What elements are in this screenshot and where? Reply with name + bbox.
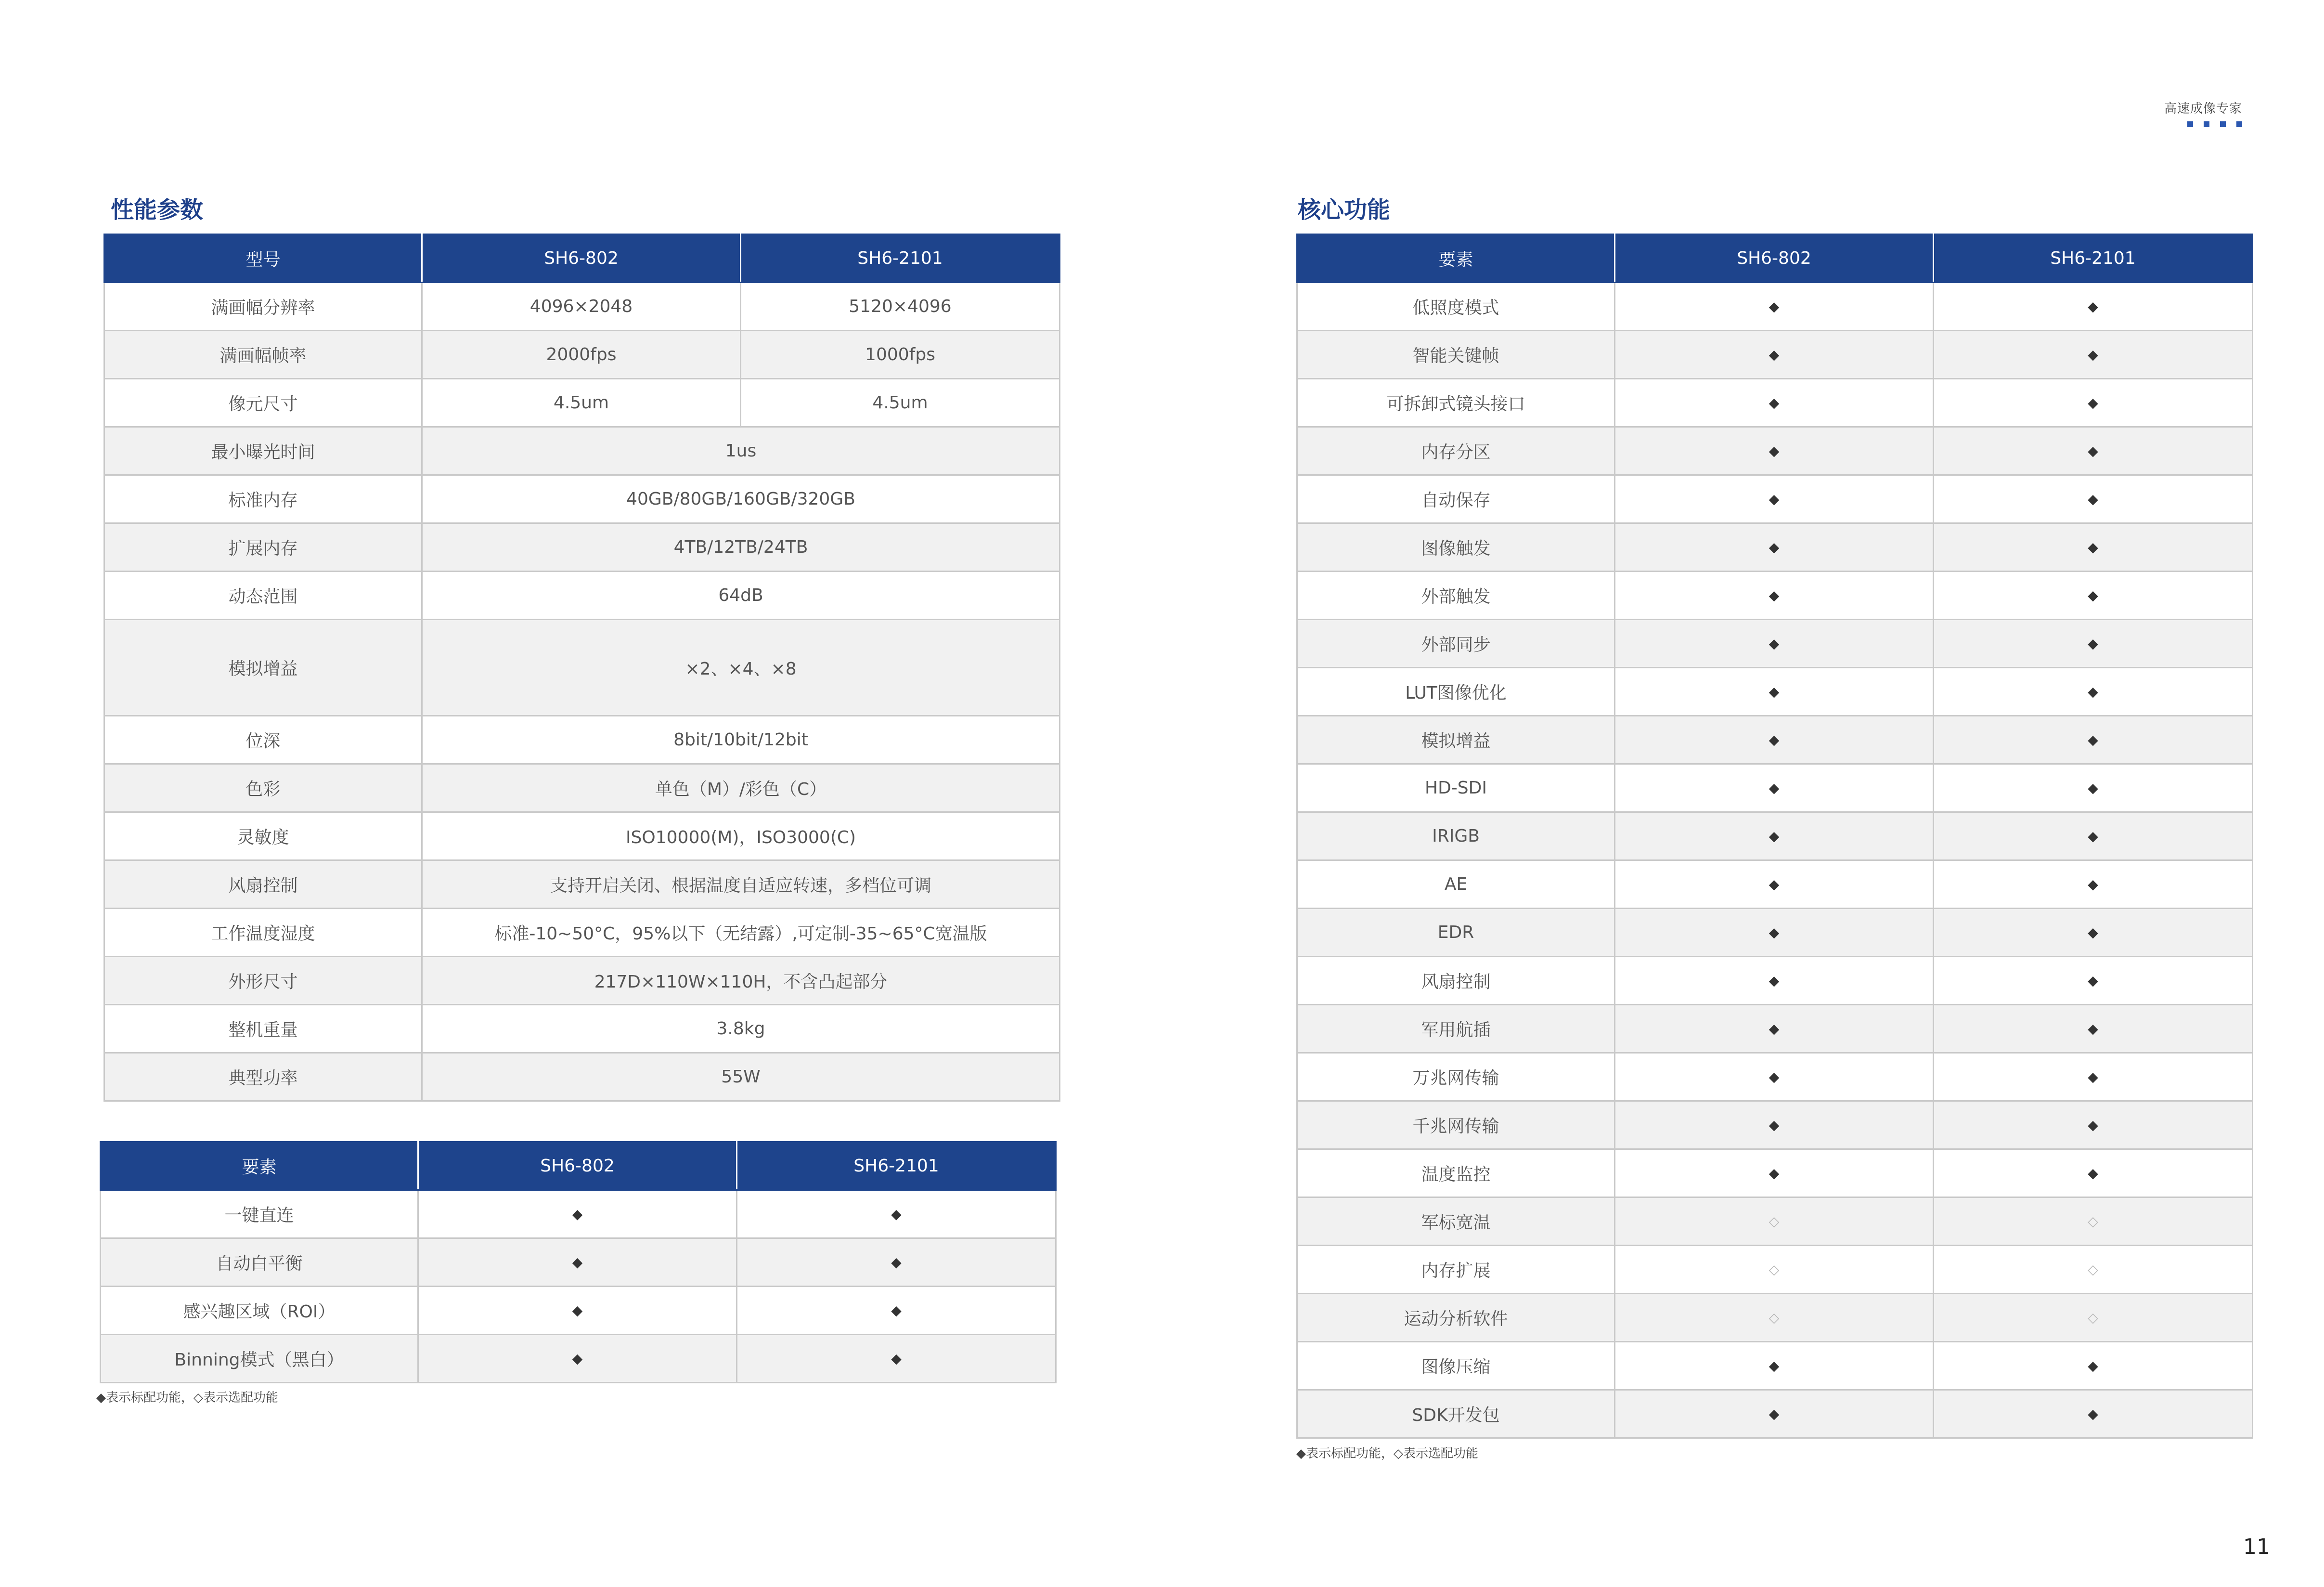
standard-feature-icon: ◆ [1934, 620, 2253, 668]
table-row [1297, 427, 2253, 475]
core-functions-title: 核心功能 [1298, 196, 1391, 223]
standard-feature-icon: ◆ [737, 1287, 1056, 1335]
standard-feature-icon: ◆ [1615, 1342, 1934, 1390]
table-row [104, 379, 1060, 427]
row-label: 色彩 [104, 764, 422, 812]
row-label: 扩展内存 [104, 523, 422, 572]
row-label: Binning模式（黑白） [101, 1335, 418, 1383]
standard-feature-icon: ◆ [737, 1190, 1056, 1238]
optional-feature-icon: ◇ [1934, 1197, 2253, 1246]
table-row [1297, 572, 2253, 620]
standard-feature-icon: ◆ [1934, 957, 2253, 1005]
row-label: 标准内存 [104, 475, 422, 523]
table-row [104, 909, 1060, 957]
table-row [1297, 1053, 2253, 1101]
performance-table [103, 234, 1060, 1102]
row-label: 模拟增益 [104, 620, 422, 716]
standard-feature-icon: ◆ [1934, 1101, 2253, 1149]
row-label: 外部同步 [1297, 620, 1615, 668]
standard-feature-icon: ◆ [418, 1238, 737, 1287]
standard-feature-icon: ◆ [1934, 909, 2253, 957]
standard-feature-icon: ◆ [1615, 572, 1934, 620]
cell-value: 5120×4096 [741, 283, 1060, 331]
row-label: 位深 [104, 716, 422, 764]
row-label: 千兆网传输 [1297, 1101, 1615, 1149]
standard-feature-icon: ◆ [1934, 764, 2253, 812]
row-label: 像元尺寸 [104, 379, 422, 427]
brand-tagline [2164, 99, 2242, 127]
table-row [1297, 1342, 2253, 1390]
table-row [104, 572, 1060, 620]
row-label: 整机重量 [104, 1005, 422, 1053]
standard-feature-icon: ◆ [1934, 812, 2253, 860]
optional-feature-icon: ◇ [1934, 1294, 2253, 1342]
table-row [1297, 860, 2253, 909]
standard-feature-icon: ◆ [418, 1190, 737, 1238]
cell-value: 64dB [422, 572, 1060, 620]
row-label: 模拟增益 [1297, 716, 1615, 764]
row-label: 运动分析软件 [1297, 1294, 1615, 1342]
row-label: HD-SDI [1297, 764, 1615, 812]
row-label: EDR [1297, 909, 1615, 957]
cell-value: ×2、×4、×8 [422, 620, 1060, 716]
row-label: AE [1297, 860, 1615, 909]
standard-feature-icon: ◆ [1934, 716, 2253, 764]
optional-feature-icon: ◇ [1615, 1197, 1934, 1246]
table-row [1297, 957, 2253, 1005]
table-row [104, 620, 1060, 716]
row-label: 自动保存 [1297, 475, 1615, 523]
table-row [1297, 812, 2253, 860]
row-label: 图像压缩 [1297, 1342, 1615, 1390]
standard-feature-icon: ◆ [1615, 1053, 1934, 1101]
cell-value: 55W [422, 1053, 1060, 1101]
extra-features-table [100, 1141, 1057, 1383]
standard-feature-icon: ◆ [1934, 572, 2253, 620]
column-header: SH6-2101 [737, 1142, 1056, 1190]
table-row [104, 283, 1060, 331]
standard-feature-icon: ◆ [1615, 1005, 1934, 1053]
table-row [1297, 1246, 2253, 1294]
standard-feature-icon: ◆ [1934, 1149, 2253, 1197]
standard-feature-icon: ◆ [1615, 716, 1934, 764]
standard-feature-icon: ◆ [1934, 1005, 2253, 1053]
standard-feature-icon: ◆ [1934, 1390, 2253, 1438]
standard-feature-icon: ◆ [1934, 523, 2253, 572]
standard-feature-icon: ◆ [1615, 1149, 1934, 1197]
table-row [104, 957, 1060, 1005]
row-label: 工作温度湿度 [104, 909, 422, 957]
row-label: 动态范围 [104, 572, 422, 620]
table-row [1297, 1005, 2253, 1053]
table-row [104, 427, 1060, 475]
table-row [1297, 716, 2253, 764]
table-row [104, 812, 1060, 860]
legend-note-left: ◆表示标配功能，◇表示选配功能 [96, 1391, 278, 1405]
row-label: 内存分区 [1297, 427, 1615, 475]
standard-feature-icon: ◆ [1934, 860, 2253, 909]
table-row [1297, 1390, 2253, 1438]
table-row [104, 860, 1060, 909]
table-row [101, 1287, 1056, 1335]
row-label: 风扇控制 [1297, 957, 1615, 1005]
row-label: 图像触发 [1297, 523, 1615, 572]
standard-feature-icon: ◆ [737, 1238, 1056, 1287]
row-label: 万兆网传输 [1297, 1053, 1615, 1101]
standard-feature-icon: ◆ [1934, 283, 2253, 331]
column-header: SH6-2101 [741, 234, 1060, 283]
row-label: 一键直连 [101, 1190, 418, 1238]
standard-feature-icon: ◆ [1615, 379, 1934, 427]
cell-value: 4TB/12TB/24TB [422, 523, 1060, 572]
table-row [1297, 283, 2253, 331]
column-header: 要素 [1297, 234, 1615, 283]
column-header: SH6-802 [1615, 234, 1934, 283]
table-row [104, 716, 1060, 764]
row-label: 智能关键帧 [1297, 331, 1615, 379]
column-header: 要素 [101, 1142, 418, 1190]
row-label: 感兴趣区域（ROI） [101, 1287, 418, 1335]
cell-value: ISO10000(M)，ISO3000(C) [422, 812, 1060, 860]
table-row [1297, 764, 2253, 812]
standard-feature-icon: ◆ [1934, 1342, 2253, 1390]
table-row [104, 331, 1060, 379]
standard-feature-icon: ◆ [1615, 427, 1934, 475]
cell-value: 标准-10~50°C，95%以下（无结露）,可定制-35~65°C宽温版 [422, 909, 1060, 957]
core-functions-table [1296, 234, 2253, 1439]
cell-value: 1000fps [741, 331, 1060, 379]
table-row [1297, 909, 2253, 957]
row-label: SDK开发包 [1297, 1390, 1615, 1438]
row-label: 最小曝光时间 [104, 427, 422, 475]
standard-feature-icon: ◆ [1615, 331, 1934, 379]
row-label: 可拆卸式镜头接口 [1297, 379, 1615, 427]
standard-feature-icon: ◆ [1934, 1053, 2253, 1101]
row-label: 低照度模式 [1297, 283, 1615, 331]
table-row [1297, 1101, 2253, 1149]
page-number: 11 [2243, 1535, 2270, 1559]
standard-feature-icon: ◆ [1615, 909, 1934, 957]
cell-value: 4.5um [422, 379, 741, 427]
cell-value: 支持开启关闭、根据温度自适应转速，多档位可调 [422, 860, 1060, 909]
column-header: SH6-802 [418, 1142, 737, 1190]
table-row [104, 475, 1060, 523]
standard-feature-icon: ◆ [1615, 523, 1934, 572]
brand-dots [2164, 121, 2242, 127]
table-row [1297, 331, 2253, 379]
brand-text: 高速成像专家 [2164, 102, 2242, 116]
table-row [101, 1190, 1056, 1238]
row-label: 典型功率 [104, 1053, 422, 1101]
cell-value: 2000fps [422, 331, 741, 379]
standard-feature-icon: ◆ [1934, 379, 2253, 427]
table-row [1297, 1294, 2253, 1342]
table-row [104, 1005, 1060, 1053]
table-row [1297, 668, 2253, 716]
table-row [1297, 1197, 2253, 1246]
cell-value: 8bit/10bit/12bit [422, 716, 1060, 764]
performance-header-row [104, 234, 1060, 283]
standard-feature-icon: ◆ [1615, 475, 1934, 523]
legend-note-right: ◆表示标配功能，◇表示选配功能 [1296, 1446, 1478, 1461]
standard-feature-icon: ◆ [1934, 475, 2253, 523]
row-label: IRIGB [1297, 812, 1615, 860]
standard-feature-icon: ◆ [1615, 620, 1934, 668]
row-label: LUT图像优化 [1297, 668, 1615, 716]
table-row [1297, 1149, 2253, 1197]
standard-feature-icon: ◆ [737, 1335, 1056, 1383]
table-row [104, 523, 1060, 572]
optional-feature-icon: ◇ [1934, 1246, 2253, 1294]
cell-value: 1us [422, 427, 1060, 475]
table-row [104, 1053, 1060, 1101]
extra-header-row [101, 1142, 1056, 1190]
standard-feature-icon: ◆ [1934, 331, 2253, 379]
row-label: 风扇控制 [104, 860, 422, 909]
cell-value: 3.8kg [422, 1005, 1060, 1053]
column-header: SH6-802 [422, 234, 741, 283]
table-row [1297, 379, 2253, 427]
core-header-row [1297, 234, 2253, 283]
table-row [1297, 523, 2253, 572]
cell-value: 4.5um [741, 379, 1060, 427]
standard-feature-icon: ◆ [1615, 668, 1934, 716]
standard-feature-icon: ◆ [1615, 764, 1934, 812]
standard-feature-icon: ◆ [1934, 427, 2253, 475]
cell-value: 单色（M）/彩色（C） [422, 764, 1060, 812]
optional-feature-icon: ◇ [1615, 1246, 1934, 1294]
row-label: 满画幅帧率 [104, 331, 422, 379]
standard-feature-icon: ◆ [1615, 812, 1934, 860]
standard-feature-icon: ◆ [1615, 1101, 1934, 1149]
standard-feature-icon: ◆ [1615, 283, 1934, 331]
table-row [101, 1238, 1056, 1287]
optional-feature-icon: ◇ [1615, 1294, 1934, 1342]
row-label: 温度监控 [1297, 1149, 1615, 1197]
column-header: SH6-2101 [1934, 234, 2253, 283]
row-label: 外形尺寸 [104, 957, 422, 1005]
row-label: 军标宽温 [1297, 1197, 1615, 1246]
column-header: 型号 [104, 234, 422, 283]
row-label: 内存扩展 [1297, 1246, 1615, 1294]
standard-feature-icon: ◆ [1934, 668, 2253, 716]
table-row [101, 1335, 1056, 1383]
cell-value: 4096×2048 [422, 283, 741, 331]
row-label: 外部触发 [1297, 572, 1615, 620]
row-label: 军用航插 [1297, 1005, 1615, 1053]
standard-feature-icon: ◆ [418, 1287, 737, 1335]
standard-feature-icon: ◆ [1615, 1390, 1934, 1438]
performance-title: 性能参数 [111, 196, 204, 223]
row-label: 满画幅分辨率 [104, 283, 422, 331]
table-row [104, 764, 1060, 812]
row-label: 灵敏度 [104, 812, 422, 860]
table-row [1297, 620, 2253, 668]
cell-value: 40GB/80GB/160GB/320GB [422, 475, 1060, 523]
standard-feature-icon: ◆ [1615, 957, 1934, 1005]
row-label: 自动白平衡 [101, 1238, 418, 1287]
table-row [1297, 475, 2253, 523]
standard-feature-icon: ◆ [418, 1335, 737, 1383]
cell-value: 217D×110W×110H，不含凸起部分 [422, 957, 1060, 1005]
standard-feature-icon: ◆ [1615, 860, 1934, 909]
